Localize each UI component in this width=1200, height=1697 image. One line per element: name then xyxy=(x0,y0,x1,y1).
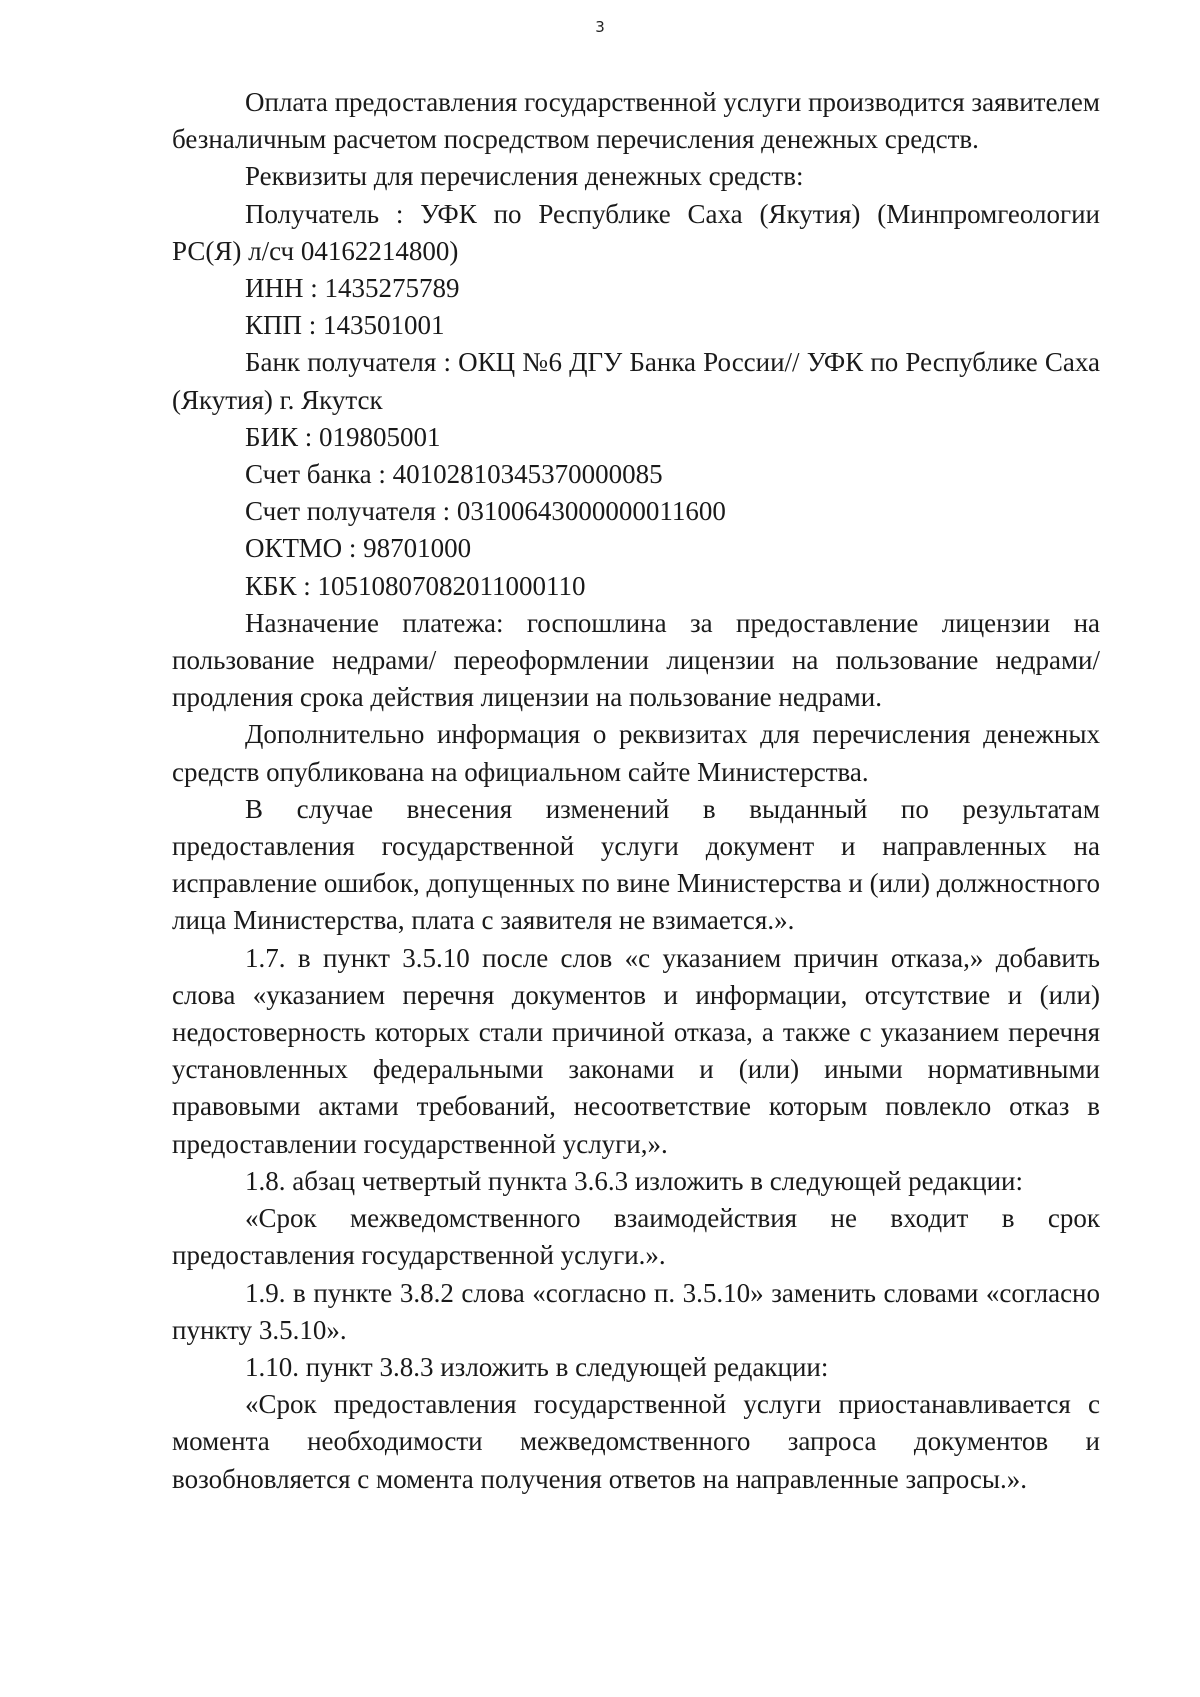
paragraph-requisites-heading: Реквизиты для перечисления денежных средств: xyxy=(245,161,804,192)
document-body xyxy=(172,84,1100,1498)
paragraph-additional-info: Дополнительно информация о реквизитах для перечисления денежных средств опубликована на официальном сайте Министерства. xyxy=(172,719,1100,787)
paragraph-item-1-10-quote: «Срок предоставления государственной услуги приостанавливается с момента необходимости межведомственного запроса документов и возобновляется с момента получения ответов на направленные запросы.». xyxy=(172,1389,1100,1494)
paragraph-bank-account: Счет банка : 40102810345370000085 xyxy=(245,459,663,490)
paragraph-item-1-8-quote: «Срок межведомственного взаимодействия не входит в срок предоставления государственной услуги.». xyxy=(172,1203,1100,1271)
paragraph-bik: БИК : 019805001 xyxy=(245,421,441,452)
paragraph-item-1-8: 1.8. абзац четвертый пункта 3.6.3 изложить в следующей редакции: xyxy=(245,1165,1023,1196)
paragraph-item-1-7: 1.7. в пункт 3.5.10 после слов «с указанием причин отказа,» добавить слова «указанием перечня документов и информации, отсутствие и (или) недостоверность которых стали причиной отказа, а также с указанием перечня установленных федеральными законами и (или) иными нормативными правовыми актами требований, несоответствие которым повлекло отказ в предоставлении государственной услуги,». xyxy=(172,942,1100,1159)
paragraph-payment-method: Оплата предоставления государственной услуги производится заявителем безналичным расчетом посредством перечисления денежных средств. xyxy=(172,87,1100,155)
paragraph-oktmo: ОКТМО : 98701000 xyxy=(245,533,472,564)
paragraph-fee-exemption: В случае внесения изменений в выданный по результатам предоставления государственной услуги документ и направленных на исправление ошибок, допущенных по вине Министерства и (или) должностного лица Министерства, плата с заявителя не взимается.». xyxy=(172,793,1100,936)
paragraph-inn: ИНН : 1435275789 xyxy=(245,273,460,304)
page-number: 3 xyxy=(595,18,605,36)
paragraph-item-1-9: 1.9. в пункте 3.8.2 слова «согласно п. 3.5.10» заменить словами «согласно пункту 3.5.10». xyxy=(172,1277,1100,1345)
paragraph-item-1-10: 1.10. пункт 3.8.3 изложить в следующей редакции: xyxy=(245,1351,829,1382)
paragraph-recipient-bank: Банк получателя : ОКЦ №6 ДГУ Банка России// УФК по Республике Саха (Якутия) г. Якутск xyxy=(172,347,1100,415)
paragraph-kpp: КПП : 143501001 xyxy=(245,310,445,341)
paragraph-recipient-account: Счет получателя : 03100643000000011600 xyxy=(245,496,726,527)
paragraph-kbk: КБК : 10510807082011000110 xyxy=(245,570,586,601)
paragraph-payment-purpose: Назначение платежа: госпошлина за предоставление лицензии на пользование недрами/ переоформлении лицензии на пользование недрами/продления срока действия лицензии на пользование недрами. xyxy=(172,607,1100,713)
paragraph-recipient: Получатель : УФК по Республике Саха (Якутия) (Минпромгеологии РС(Я) л/сч 04162214800) xyxy=(172,198,1100,266)
